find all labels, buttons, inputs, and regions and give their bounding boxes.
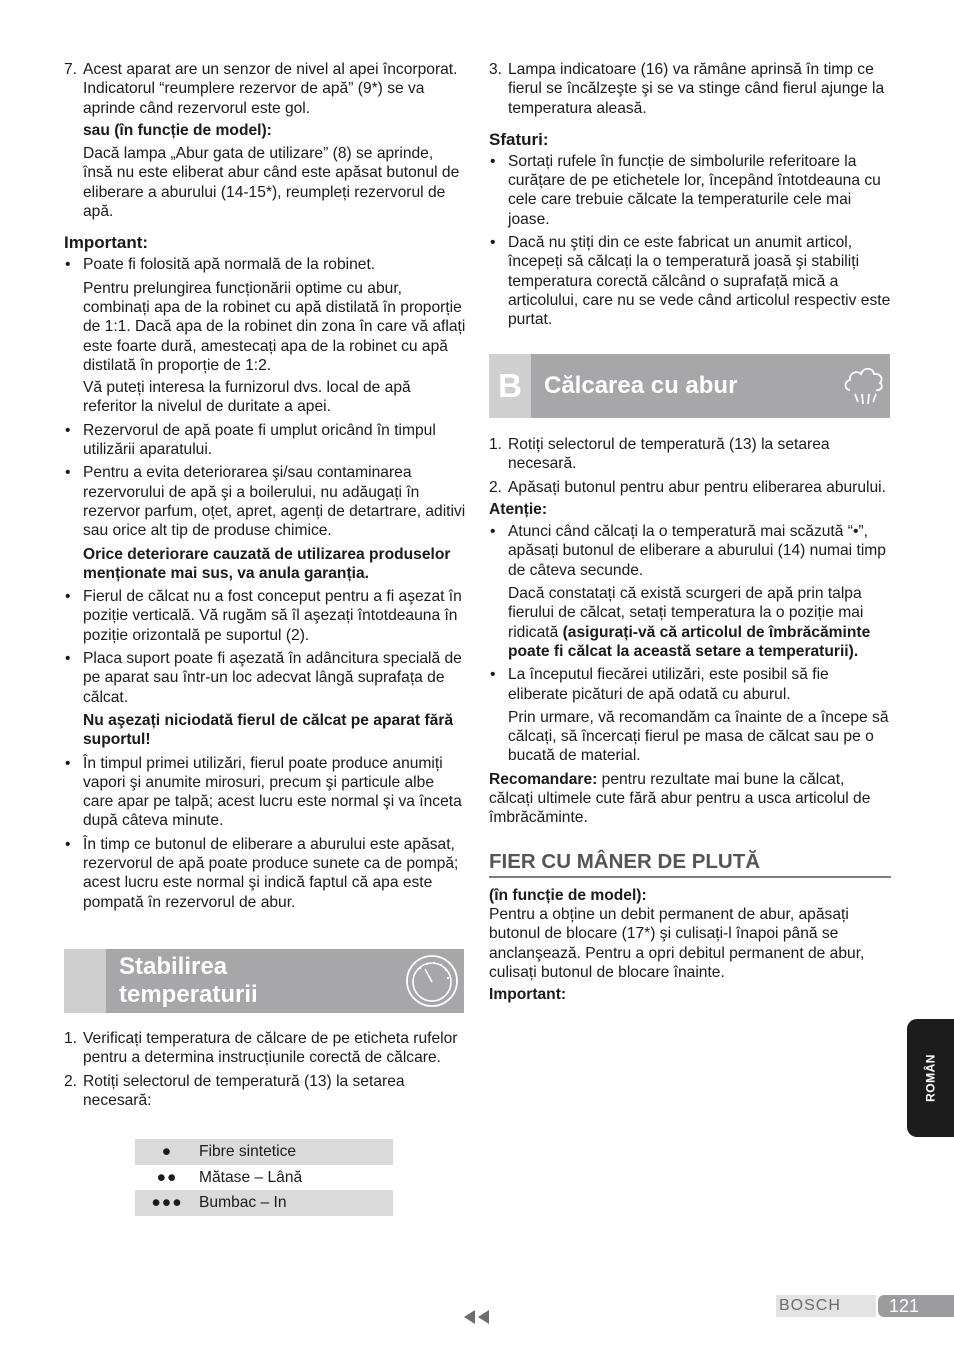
bullet-icon: • <box>490 152 496 170</box>
bullet-icon: • <box>490 666 496 684</box>
numbered-item-7 <box>64 60 466 221</box>
section-title: Călcarea cu abur <box>544 372 738 399</box>
bullet-icon: • <box>65 256 71 274</box>
step-text: Verificați temperatura de călcare de pe eticheta rufelor pentru a determina instrucțiunile corectă de călcare. <box>83 1030 458 1067</box>
continuation-text: Dacă constatați că există scurgeri de apă prin talpa fierului de călcat, setați temperatura la o poziție mai ridicată <box>508 585 864 641</box>
recommendation-text: pentru rezultate mai bune la călcat, călcați ultimele cute fără abur pentru a usca articolul de îmbrăcăminte. <box>489 770 871 827</box>
temperature-dial-icon <box>405 954 459 1013</box>
sfaturi-heading: Sfaturi: <box>489 129 549 149</box>
step-number: 2. <box>64 1072 78 1090</box>
bullet-icon: • <box>65 464 71 482</box>
fiber-label: Bumbac – In <box>199 1190 393 1216</box>
section-header-temperature <box>64 949 464 1013</box>
section-title-line: Stabilirea <box>119 953 228 980</box>
item-text: Acest aparat are un senzor de nivel al apei încorporat. Indicatorul “reumplere rezervor de apă” (9*) se va aprinde când rezervorul este gol. <box>83 61 458 117</box>
bullet-item <box>489 665 891 704</box>
bullet-text: În timpul primei utilizări, fierul poate produce anumiți vapori şi anumite mirosuri, precum şi particule albe care apar pe talpă; acest lucru este normal şi va înceta după câteva minute. <box>83 754 462 830</box>
table-row <box>135 1139 393 1165</box>
step-text: Rotiți selectorul de temperatură (13) la setarea necesară: <box>83 1072 405 1109</box>
bullet-text: Poate fi folosită apă normală de la robinet. <box>83 256 376 274</box>
section-tab <box>64 949 106 1013</box>
atentie-heading: Atenție: <box>489 500 548 518</box>
bullet-item <box>64 463 466 540</box>
bullet-item <box>64 421 466 460</box>
fiber-label: Mătase – Lână <box>199 1168 303 1186</box>
bullet-text: Pentru a evita deteriorarea şi/sau contaminarea rezervorului de apă şi a boilerului, nu adăugați în rezervor parfum, oțet, apret, agenți de detartrare, aditivi sau orice alt tip de produse chimice. <box>83 464 466 540</box>
step-number: 1. <box>489 436 503 453</box>
fiber-settings-table <box>135 1139 393 1216</box>
item-number: 7. <box>64 61 78 78</box>
bullet-continuation <box>489 584 891 661</box>
bullet-item <box>64 587 466 645</box>
bullet-continuation: Vă puteți interesa la furnizorul dvs. local de apă referitor la nivelul de duritate a apei. <box>83 379 411 416</box>
section-title-line: temperaturii <box>119 981 258 1008</box>
bullet-icon: • <box>65 835 71 853</box>
temperature-dots: ●●● <box>135 1190 199 1216</box>
bullet-item <box>64 754 466 831</box>
bullet-text: Rezervorul de apă poate fi umplut oricând în timpul utilizării aparatului. <box>83 421 436 459</box>
step-number: 1. <box>64 1030 78 1047</box>
numbered-item-3 <box>489 60 891 118</box>
important-heading: Important: <box>64 233 149 253</box>
item-text: Lampa indicatoare (16) va rămâne aprinsă în timp ce fierul se încălzeşte şi se va stinge când fierul ajunge la temperatura aleasă. <box>508 61 885 117</box>
bullet-icon: • <box>490 234 496 252</box>
bullet-item <box>489 152 891 229</box>
numbered-step <box>489 435 891 474</box>
left-column <box>64 60 466 912</box>
bullet-item <box>64 835 466 912</box>
important-label: Important: <box>489 986 567 1004</box>
steam-cloud-icon <box>842 362 886 413</box>
model-note: (în funcție de model): <box>489 886 647 904</box>
continuation-bold: (asigurați-vă că articolul de îmbrăcăminte poate fi călcat la această setare a temperaturii). <box>508 623 871 660</box>
brand-label: BOSCH <box>776 1295 876 1317</box>
recommendation <box>489 770 891 828</box>
section-header-steam <box>489 354 890 418</box>
bullet-continuation: Pentru prelungirea funcționării optime cu abur, combinați apa de la robinet cu apă distilată în proporție de 1:1. Dacă apa de la robinet din zona în care vă aflați este foarte dură, amestecați apa de la robinet cu apă distilată în proporție de 1:2. <box>83 279 466 374</box>
bullet-icon: • <box>490 523 496 541</box>
bullet-continuation: Prin urmare, vă recomandăm ca înainte de a începe să călcați, să încercați fierul pe masa de călcat sau pe o bucată de material. <box>508 708 889 765</box>
bullet-icon: • <box>65 650 71 668</box>
bullet-item <box>489 522 891 580</box>
recommendation-label: Recomandare: <box>489 770 598 788</box>
item-subtext: Dacă lampa „Abur gata de utilizare” (8) se aprinde, însă nu este eliberat abur când este apăsat butonul de eliberare a aburului (14-15*), reumpleți rezervorul de apă. <box>83 145 460 221</box>
model-note: sau (în funcție de model): <box>83 121 272 139</box>
numbered-step <box>64 1072 466 1111</box>
model-text: Pentru a obține un debit permanent de abur, apăsați butonul de blocare (17*) şi culisați-l înapoi până se anclanşează. Pentru a opri debitul permanent de abur, culisați butonul de blocare înainte. <box>489 905 865 981</box>
table-row <box>135 1165 393 1191</box>
bullet-icon: • <box>65 421 71 439</box>
bullet-text: Sortați rufele în funcție de simbolurile referitoare la curățare de pe etichetele lor, începând întotdeauna cu cele care trebuie călcate la temperaturile cele mai joase. <box>508 152 881 228</box>
item-number: 3. <box>489 61 503 78</box>
bullet-item <box>64 255 466 274</box>
bullet-text: Placa suport poate fi aşezată în adâncitura specială de pe aparat sau într-un loc adecvat lângă suprafața de călcat. <box>83 650 462 706</box>
fiber-label: Fibre sintetice <box>199 1139 393 1165</box>
temperature-dots: ● <box>135 1139 199 1165</box>
numbered-step <box>489 478 891 497</box>
page-number: 121 <box>878 1295 954 1317</box>
temperature-steps <box>64 1029 466 1110</box>
bullet-text: Atunci când călcați la o temperatură mai scăzută “•”, apăsați butonul de eliberare a aburului (14) numai timp de câteva secunde. <box>508 523 886 579</box>
back-arrows-icon <box>463 1309 493 1325</box>
support-warning: Nu aşezați niciodată fierul de călcat pe aparat fără suportul! <box>83 711 454 749</box>
step-number: 2. <box>489 478 503 496</box>
bullet-text: Fierul de călcat nu a fost conceput pentru a fi aşezat în poziție verticală. Vă rugăm să îl aşezați întotdeauna în poziție orizontală pe suportul (2). <box>83 588 462 644</box>
bullet-icon: • <box>65 754 71 772</box>
language-tab <box>907 1019 954 1137</box>
section-letter: B <box>498 367 522 404</box>
bullet-icon: • <box>65 588 71 606</box>
bullet-item <box>64 649 466 707</box>
right-column-bottom <box>489 435 891 1004</box>
bullet-text: În timp ce butonul de eliberare a aburului este apăsat, rezervorul de apă poate produce sunete ca de pompă; acest lucru este normal şi indică faptul că apa este pompată în rezervorul de abur. <box>83 835 459 911</box>
section-title <box>119 953 258 1009</box>
warranty-warning: Orice deteriorare cauzată de utilizarea produselor menționate mai sus, va anula garanția. <box>83 545 451 582</box>
fier-heading: FIER CU MÂNER DE PLUTĂ <box>489 850 891 878</box>
step-text: Apăsați butonul pentru abur pentru eliberarea aburului. <box>508 478 886 496</box>
temperature-dots: ●● <box>156 1168 178 1186</box>
bullet-item <box>489 233 891 329</box>
right-column-top <box>489 60 891 330</box>
step-text: Rotiți selectorul de temperatură (13) la setarea necesară. <box>508 436 830 473</box>
table-row <box>135 1190 393 1216</box>
numbered-step <box>64 1029 466 1068</box>
bullet-text: Dacă nu ştiți din ce este fabricat un anumit articol, începeți să călcați la o temperatură joasă şi stabiliți temperatura corectă călcând o suprafață mică a articolului, care nu se vede când articolul respectiv este purtat. <box>508 234 891 329</box>
language-label: ROMÂN <box>922 1054 937 1102</box>
bullet-text: La începutul fiecărei utilizări, este posibil să fie eliberate picături de apă odată cu aburul. <box>508 666 829 703</box>
